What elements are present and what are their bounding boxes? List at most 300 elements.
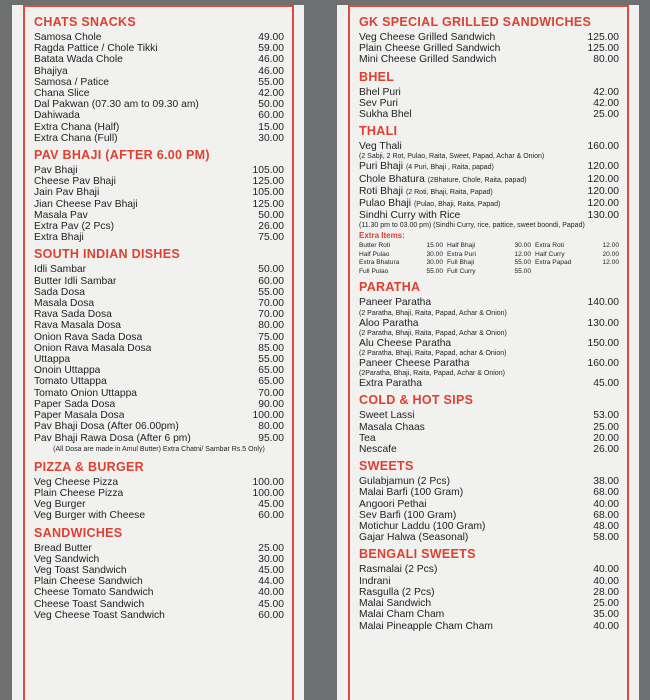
extra-item (359, 251, 443, 260)
extra-item (359, 242, 443, 251)
item-name: Veg Toast Sandwich (34, 564, 127, 576)
item-name: Rava Masala Dosa (34, 320, 121, 332)
menu-item (34, 421, 284, 432)
item-price: 120.00 (587, 185, 619, 197)
extra-name: Half Pulao (359, 250, 390, 258)
item-name: Extra Bhaji (34, 232, 84, 244)
extra-name: Half Bhaji (447, 242, 476, 250)
item-price: 70.00 (258, 298, 284, 310)
menu-item (34, 488, 284, 499)
item-name: Idli Sambar (34, 264, 87, 276)
item-price: 49.00 (258, 32, 284, 43)
item-price: 40.00 (593, 620, 619, 632)
menu-item (34, 110, 284, 121)
item-name: Dal Pakwan (07.30 am to 09.30 am) (34, 99, 199, 111)
menu-item (359, 433, 619, 444)
extra-name: Extra Papad (535, 259, 572, 267)
extra-item (447, 268, 531, 277)
item-name: Sweet Lassi (359, 410, 415, 422)
item-name: Pav Bhaji Dosa (After 06.00pm) (34, 421, 179, 433)
menu-item (34, 343, 284, 354)
item-name-wrap (359, 186, 493, 198)
item-name-wrap (359, 174, 527, 186)
item-price: 42.00 (593, 97, 619, 109)
item-price: 125.00 (587, 43, 619, 55)
item-price: 120.00 (587, 173, 619, 185)
extra-item (447, 251, 531, 260)
menu-item (34, 399, 284, 410)
menu-item (359, 186, 619, 198)
item-name: Veg Sandwich (34, 553, 100, 565)
item-name: Uttappa (34, 354, 71, 366)
item-price: 59.00 (258, 43, 284, 55)
item-name: Pav Bhaji Rawa Dosa (After 6 pm) (34, 432, 191, 444)
menu-item (359, 532, 619, 543)
extra-item (447, 242, 531, 251)
item-name: Gulabjamun (2 Pcs) (359, 476, 450, 488)
item-name: Extra Pav (2 Pcs) (34, 221, 115, 233)
section-title: SANDWICHES (34, 525, 123, 540)
menu-item (34, 554, 284, 565)
item-name: Bread Butter (34, 542, 92, 554)
item-name: Malai Cham Cham (359, 609, 445, 621)
extra-name: Extra Puri (447, 250, 476, 258)
menu-item (34, 122, 284, 133)
menu-item (34, 599, 284, 610)
item-price: 75.00 (258, 331, 284, 343)
item-name: Veg Cheese Grilled Sandwich (359, 32, 496, 43)
item-name: Rasgulla (2 Pcs) (359, 586, 435, 598)
item-price: 45.00 (258, 564, 284, 576)
item-price: 80.00 (593, 54, 619, 66)
item-name: Malai Pineapple Cham Cham (359, 620, 493, 632)
item-name: Plain Cheese Pizza (34, 487, 124, 499)
menu-item (34, 43, 284, 54)
menu-item (359, 161, 619, 173)
item-name: Indrani (359, 575, 391, 587)
menu-item (34, 221, 284, 232)
item-price: 120.00 (587, 198, 619, 210)
menu-item (34, 187, 284, 198)
item-price: 42.00 (258, 88, 284, 100)
item-name: Masala Pav (34, 209, 88, 221)
extra-item (535, 259, 619, 268)
item-price: 38.00 (593, 476, 619, 488)
menu-frame-right (348, 5, 629, 700)
item-price: 65.00 (258, 365, 284, 377)
menu-item (34, 232, 284, 243)
item-price: 55.00 (258, 286, 284, 298)
extra-price: 12.00 (602, 242, 619, 250)
item-name: Onion Rava Sada Dosa (34, 331, 143, 343)
item-price: 130.00 (587, 317, 619, 329)
section-note: (All Dosa are made in Amul Butter) Extra Chatni/ Sambar Rs.5 Only) (53, 445, 265, 453)
item-name: Paper Sada Dosa (34, 398, 116, 410)
menu-item (359, 410, 619, 421)
menu-frame-left (23, 5, 294, 700)
extra-price: 55.00 (514, 267, 531, 275)
item-price: 70.00 (258, 309, 284, 321)
menu-item (34, 199, 284, 210)
item-price: 44.00 (258, 576, 284, 588)
item-name: Tomato Uttappa (34, 376, 107, 388)
menu-item (34, 332, 284, 343)
section-title: SWEETS (359, 459, 414, 474)
extra-price: 12.00 (514, 250, 531, 258)
item-price: 46.00 (258, 65, 284, 77)
menu-item (34, 610, 284, 621)
section-title: GK SPECIAL GRILLED SANDWICHES (359, 15, 592, 29)
menu-item (34, 176, 284, 187)
item-description: (2 Paratha, Bhaji, Raita, Papad, Achar & Onion) (359, 309, 507, 317)
item-price: 65.00 (258, 376, 284, 388)
item-name: Onion Rava Masala Dosa (34, 342, 152, 354)
item-price: 60.00 (258, 609, 284, 621)
right-column (359, 14, 619, 632)
menu-item (359, 297, 619, 308)
menu-item (34, 276, 284, 287)
item-name: Samosa Chole (34, 32, 102, 43)
item-name: Masala Chaas (359, 421, 425, 433)
item-name: Plain Cheese Grilled Sandwich (359, 43, 501, 55)
item-price: 20.00 (593, 432, 619, 444)
menu-item (359, 109, 619, 120)
item-price: 40.00 (593, 575, 619, 587)
extra-price: 30.00 (426, 259, 443, 267)
extra-price: 30.00 (426, 250, 443, 258)
item-name: Cheese Pav Bhaji (34, 176, 116, 188)
menu-item (34, 576, 284, 587)
item-price: 40.00 (593, 564, 619, 576)
item-price: 70.00 (258, 387, 284, 399)
item-name: Plain Cheese Sandwich (34, 576, 143, 588)
item-name: Chana Slice (34, 88, 90, 100)
menu-item (34, 499, 284, 510)
item-price: 40.00 (258, 587, 284, 599)
item-price: 45.00 (258, 598, 284, 610)
menu-item (359, 358, 619, 369)
item-name: Puri Bhaji (359, 161, 404, 173)
item-price: 50.00 (258, 209, 284, 221)
menu-item (34, 565, 284, 576)
item-name: Sev Puri (359, 97, 398, 109)
menu-item (34, 354, 284, 365)
item-name: Alu Cheese Paratha (359, 337, 452, 349)
item-price: 160.00 (587, 141, 619, 153)
item-price: 68.00 (593, 487, 619, 499)
item-price: 25.00 (593, 421, 619, 433)
item-price: 42.00 (593, 86, 619, 98)
menu-item (359, 521, 619, 532)
menu-item (359, 609, 619, 620)
extra-name: Full Bhaji (447, 259, 475, 267)
item-name: Dahiwada (34, 110, 80, 122)
left-column (34, 14, 284, 621)
item-name: Cheese Toast Sandwich (34, 598, 145, 610)
item-price: 140.00 (587, 297, 619, 309)
item-price: 68.00 (593, 509, 619, 521)
menu-item (34, 99, 284, 110)
item-name: Roti Bhaji (359, 185, 404, 197)
item-price: 45.00 (258, 499, 284, 511)
item-name: Extra Chana (Half) (34, 121, 120, 133)
menu-item (359, 198, 619, 210)
item-description: (2Paratha, Bhaji, Raita, Papad, Achar & Onion) (359, 370, 505, 378)
item-subtext: (4 Puri, Bhaji , Raita, papad) (405, 164, 494, 172)
extra-item (359, 259, 443, 268)
menu-item (359, 54, 619, 65)
item-name: Pav Bhaji (34, 165, 78, 177)
menu-item (359, 210, 619, 221)
extra-item (535, 242, 619, 251)
menu-item (34, 388, 284, 399)
menu-item (359, 87, 619, 98)
item-name: Sindhi Curry with Rice (359, 210, 461, 222)
menu-item (34, 320, 284, 331)
item-price: 160.00 (587, 358, 619, 370)
item-price: 85.00 (258, 342, 284, 354)
item-name: Rasmalai (2 Pcs) (359, 564, 438, 576)
item-name: Nescafe (359, 444, 397, 456)
menu-page-left (12, 5, 304, 700)
section-title: BHEL (359, 69, 395, 84)
item-price: 30.00 (258, 553, 284, 565)
item-subtext: (2Bhature, Chole, Raita, papad) (427, 176, 527, 184)
extra-name: Butter Roti (359, 242, 391, 250)
section-title: SOUTH INDIAN DISHES (34, 247, 180, 262)
item-name: Bhajiya (34, 65, 68, 77)
section-title: BENGALI SWEETS (359, 547, 476, 562)
menu-item (359, 510, 619, 521)
extra-name: Full Pulao (359, 267, 389, 275)
item-price: 80.00 (258, 421, 284, 433)
menu-item (34, 365, 284, 376)
menu-item (34, 543, 284, 554)
item-name: Masala Dosa (34, 298, 95, 310)
extra-price: 20.00 (602, 250, 619, 258)
menu-item (359, 444, 619, 455)
menu-item (359, 318, 619, 329)
item-name: Malai Sandwich (359, 598, 432, 610)
extra-name: Extra Roti (535, 242, 564, 250)
item-description: (2 Paratha, Bhaji, Raita, Papad, achar & Onion) (359, 350, 507, 358)
item-price: 35.00 (593, 609, 619, 621)
extra-price: 15.00 (426, 242, 443, 250)
menu-item (359, 499, 619, 510)
section-title: CHATS SNACKS (34, 15, 136, 29)
item-name: Veg Cheese Toast Sandwich (34, 609, 165, 621)
item-price: 80.00 (258, 320, 284, 332)
menu-item (359, 621, 619, 632)
menu-item (359, 32, 619, 43)
item-price: 100.00 (252, 410, 284, 422)
item-price: 25.00 (258, 542, 284, 554)
menu-item (34, 410, 284, 421)
item-name: Veg Thali (359, 141, 402, 153)
item-price: 28.00 (593, 586, 619, 598)
extra-name: Full Curry (447, 267, 476, 275)
extra-price: 12.00 (602, 259, 619, 267)
item-name: Extra Chana (Full) (34, 132, 118, 144)
item-price: 125.00 (587, 32, 619, 43)
item-price: 48.00 (593, 521, 619, 533)
item-price: 40.00 (593, 498, 619, 510)
menu-item (34, 477, 284, 488)
extra-name: Extra Bhatura (359, 259, 400, 267)
item-name: Samosa / Patice (34, 76, 109, 88)
menu-item (359, 141, 619, 152)
item-name: Mini Cheese Grilled Sandwich (359, 54, 497, 66)
item-name: Bhel Puri (359, 86, 401, 98)
menu-item (359, 598, 619, 609)
item-price: 30.00 (258, 132, 284, 144)
extra-name: Half Curry (535, 250, 565, 258)
item-price: 26.00 (593, 444, 619, 456)
item-price: 90.00 (258, 398, 284, 410)
item-name: Tomato Onion Uttappa (34, 387, 138, 399)
item-price: 60.00 (258, 510, 284, 522)
menu-item (34, 66, 284, 77)
item-name: Paneer Paratha (359, 297, 432, 309)
item-price: 58.00 (593, 532, 619, 544)
item-name: Veg Burger with Cheese (34, 510, 146, 522)
extra-items-title: Extra Items: (359, 231, 405, 241)
item-name: Sukha Bhel (359, 109, 412, 121)
menu-item (34, 165, 284, 176)
item-name: Gajar Halwa (Seasonal) (359, 532, 469, 544)
menu-item (359, 564, 619, 575)
section-title: PARATHA (359, 280, 421, 295)
item-price: 60.00 (258, 110, 284, 122)
item-price: 125.00 (252, 198, 284, 210)
item-name-wrap (359, 210, 460, 221)
item-price: 50.00 (258, 264, 284, 276)
menu-item (34, 376, 284, 387)
item-name: Jain Pav Bhaji (34, 187, 100, 199)
item-price: 55.00 (258, 354, 284, 366)
item-name: Jian Cheese Pav Bhaji (34, 198, 138, 210)
item-price: 53.00 (593, 410, 619, 422)
item-price: 75.00 (258, 232, 284, 244)
item-name: Sada Dosa (34, 286, 85, 298)
extra-item (359, 268, 443, 277)
item-price: 100.00 (252, 487, 284, 499)
item-price: 120.00 (587, 161, 619, 173)
extra-price: 55.00 (426, 267, 443, 275)
item-price: 50.00 (258, 99, 284, 111)
menu-item (34, 433, 284, 444)
item-name: Paper Masala Dosa (34, 410, 125, 422)
menu-item (359, 43, 619, 54)
menu-item (359, 587, 619, 598)
item-name: Onoin Uttappa (34, 365, 101, 377)
item-name: Rava Sada Dosa (34, 309, 112, 321)
menu-item (359, 174, 619, 186)
menu-item (34, 510, 284, 521)
menu-item (34, 210, 284, 221)
item-name: Paneer Cheese Paratha (359, 358, 470, 370)
menu-item (34, 88, 284, 99)
item-name: Sev Barfi (100 Gram) (359, 509, 457, 521)
menu-item (34, 32, 284, 43)
item-subtext: (2 Roti, Bhaji, Raita, Papad) (405, 188, 493, 196)
item-price: 26.00 (258, 221, 284, 233)
menu-item (359, 338, 619, 349)
menu-item (34, 264, 284, 275)
menu-item (359, 422, 619, 433)
extra-price: 55.00 (514, 259, 531, 267)
section-title: THALI (359, 124, 398, 139)
section-title: PIZZA & BURGER (34, 459, 144, 474)
item-price: 95.00 (258, 432, 284, 444)
menu-item (34, 309, 284, 320)
item-price: 46.00 (258, 54, 284, 66)
extra-item (535, 251, 619, 260)
section-title: COLD & HOT SIPS (359, 393, 474, 408)
menu-item (34, 54, 284, 65)
item-description: (2 Sabji, 2 Rot, Pulao, Raita, Sweet, Papad, Achar & Onion) (359, 153, 545, 161)
item-name: Batata Wada Chole (34, 54, 123, 66)
item-name: Aloo Paratha (359, 317, 419, 329)
extra-item (447, 259, 531, 268)
item-name: Tea (359, 432, 376, 444)
item-name: Chole Bhatura (359, 173, 425, 185)
item-name: Butter Idli Sambar (34, 275, 117, 287)
item-name: Angoori Pethai (359, 498, 427, 510)
item-price: 45.00 (593, 378, 619, 390)
item-name-wrap (359, 141, 402, 152)
item-name: Ragda Pattice / Chole Tikki (34, 43, 158, 55)
menu-item (359, 98, 619, 109)
item-name: Veg Cheese Pizza (34, 476, 119, 488)
menu-item (359, 378, 619, 389)
item-price: 125.00 (252, 176, 284, 188)
menu-item (359, 576, 619, 587)
item-name: Veg Burger (34, 499, 86, 511)
item-name-wrap (359, 198, 500, 210)
section-title: PAV BHAJI (AFTER 6.00 PM) (34, 148, 210, 163)
extra-items-grid (359, 242, 619, 276)
item-price: 25.00 (593, 109, 619, 121)
item-price: 100.00 (252, 476, 284, 488)
item-price: 25.00 (593, 598, 619, 610)
item-name: Malai Barfi (100 Gram) (359, 487, 464, 499)
item-price: 130.00 (587, 210, 619, 222)
item-name: Cheese Tomato Sandwich (34, 587, 154, 599)
menu-page-right (337, 5, 639, 700)
item-name-wrap (359, 161, 494, 173)
menu-item (359, 487, 619, 498)
item-subtext: (Pulao, Bhaji, Raita, Papad) (413, 201, 501, 209)
menu-item (34, 298, 284, 309)
menu-item (34, 133, 284, 144)
item-name: Extra Paratha (359, 378, 422, 390)
item-price: 150.00 (587, 337, 619, 349)
item-price: 60.00 (258, 275, 284, 287)
menu-item (34, 587, 284, 598)
item-name: Motichur Laddu (100 Gram) (359, 521, 486, 533)
menu-item (34, 77, 284, 88)
item-price: 105.00 (252, 187, 284, 199)
item-name: Pulao Bhaji (359, 198, 412, 210)
item-price: 105.00 (252, 165, 284, 177)
menu-item (359, 476, 619, 487)
item-price: 15.00 (258, 121, 284, 133)
extra-price: 30.00 (514, 242, 531, 250)
item-price: 55.00 (258, 76, 284, 88)
menu-item (34, 287, 284, 298)
item-description: (11.30 pm to 03.00 pm) (Sindhi Curry, rice, pattice, sweet boondi, Papad) (359, 222, 585, 230)
